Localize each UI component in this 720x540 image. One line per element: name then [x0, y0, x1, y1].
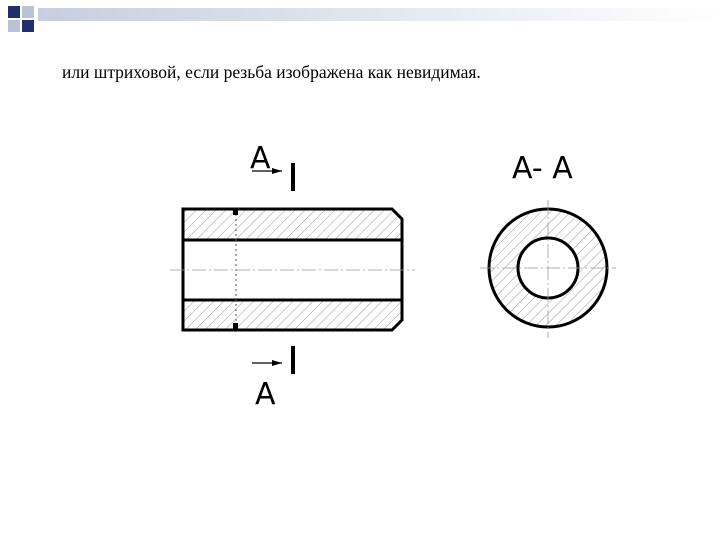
section-mark-top-label: A	[250, 141, 271, 176]
section-title: A- A	[512, 151, 573, 186]
slide-caption: или штриховой, если резьба изображена как невидимая.	[62, 62, 481, 82]
section-mark-bottom-label: A	[255, 377, 276, 412]
cross-section-ring	[480, 200, 616, 338]
part-longitudinal-view	[170, 208, 415, 330]
section-arrow-bottom	[252, 346, 293, 374]
